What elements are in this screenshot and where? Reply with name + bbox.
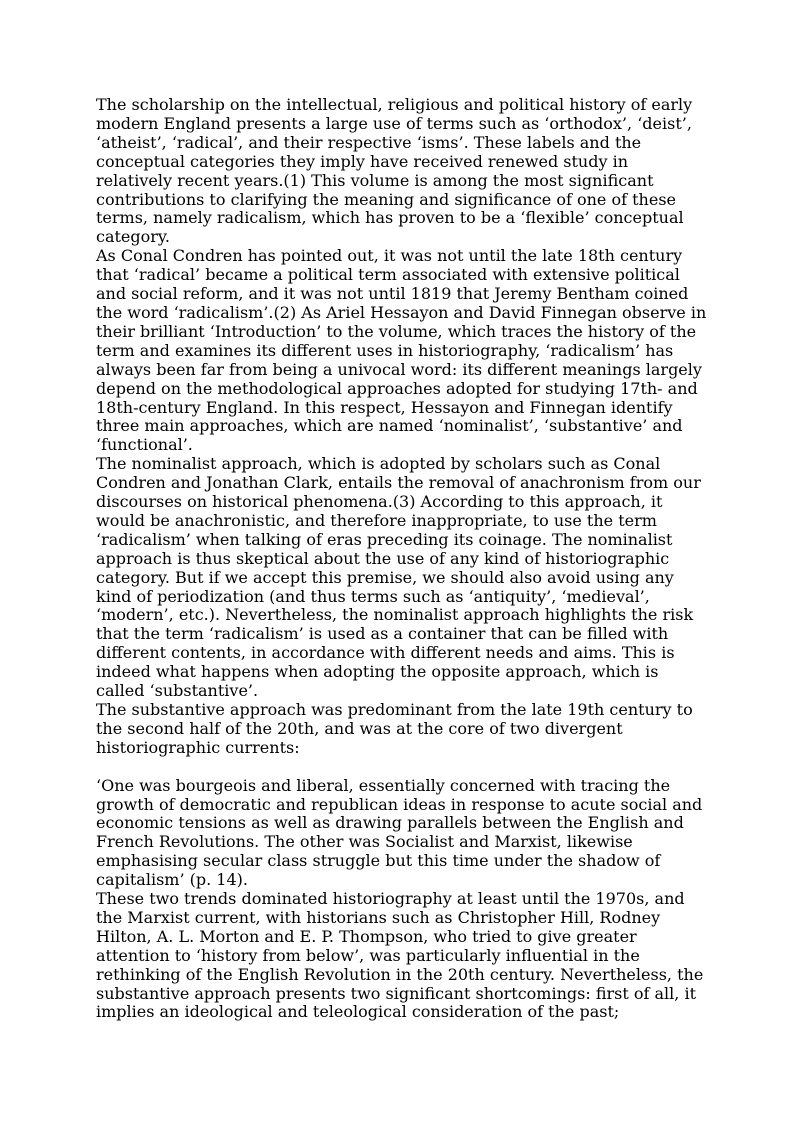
paragraph-two-trends: These two trends dominated historiography at least until the 1970s, and the Marxist current, with historians such as Christopher Hill, Rodney Hilton, A. L. Morton and E. P. Thompson, who tried to give greater attention to ‘history from below’, was particularly influential in the rethinking of the English Revolution in the 20th century. Nevertheless, the substantive approach presents two significant shortcomings: first of all, it implies an ideological and teleological consideration of the past; xyxy=(96,889,704,1022)
paragraph-scholarship-intro: The scholarship on the intellectual, religious and political history of early modern England presents a large use of terms such as ‘orthodox’, ‘deist’, ‘atheist’, ‘radical’, and their respective ‘isms’. These labels and the conceptual categories they imply have received renewed study in relatively recent years.(1) This volume is among the most significant contributions to clarifying the meaning and significance of one of these terms, namely radicalism, which has proven to be a ‘flexible’ conceptual category. xyxy=(96,95,693,247)
document-page xyxy=(96,96,708,1022)
paragraph-nominalist-approach: The nominalist approach, which is adopted by scholars such as Conal Condren and Jonathan Clark, entails the removal of anachronism from our discourses on historical phenomena.(3) According to this approach, it would be anachronistic, and therefore inappropriate, to use the term ‘radicalism’ when talking of eras preceding its coinage. The nominalist approach is thus skeptical about the use of any kind of historiographic category. But if we accept this premise, we should also avoid using any kind of periodization (and thus terms such as ‘antiquity’, ‘medieval’, ‘modern’, etc.). Nevertheless, the nominalist approach highlights the risk that the term ‘radicalism’ is used as a container that can be filled with different contents, in accordance with different needs and aims. This is indeed what happens when adopting the opposite approach, which is called ‘substantive’. xyxy=(96,454,701,701)
paragraph-condren-radical: As Conal Condren has pointed out, it was not until the late 18th century that ‘radical’ became a political term associated with extensive political and social reform, and it was not until 1819 that Jeremy Bentham coined the word ‘radicalism’.(2) As Ariel Hessayon and David Finnegan observe in their brilliant ‘Introduction’ to the volume, which traces the history of the term and examines its different uses in historiography, ‘radicalism’ has always been far from being a univocal word: its different meanings largely depend on the methodological approaches adopted for studying 17th- and 18th-century England. In this respect, Hessayon and Finnegan identify three main approaches, which are named ‘nominalist’, ‘substantive’ and ‘functional’. xyxy=(96,246,707,455)
paragraph-substantive-approach: The substantive approach was predominant from the late 19th century to the second half of the 20th, and was at the core of two divergent historiographic currents: xyxy=(96,700,693,757)
block-quote: ‘One was bourgeois and liberal, essentially concerned with tracing the growth of democratic and republican ideas in response to acute social and economic tensions as well as drawing parallels between the English and French Revolutions. The other was Socialist and Marxist, likewise emphasising secular class struggle but this time under the shadow of capitalism’ (p. 14). xyxy=(96,775,703,890)
